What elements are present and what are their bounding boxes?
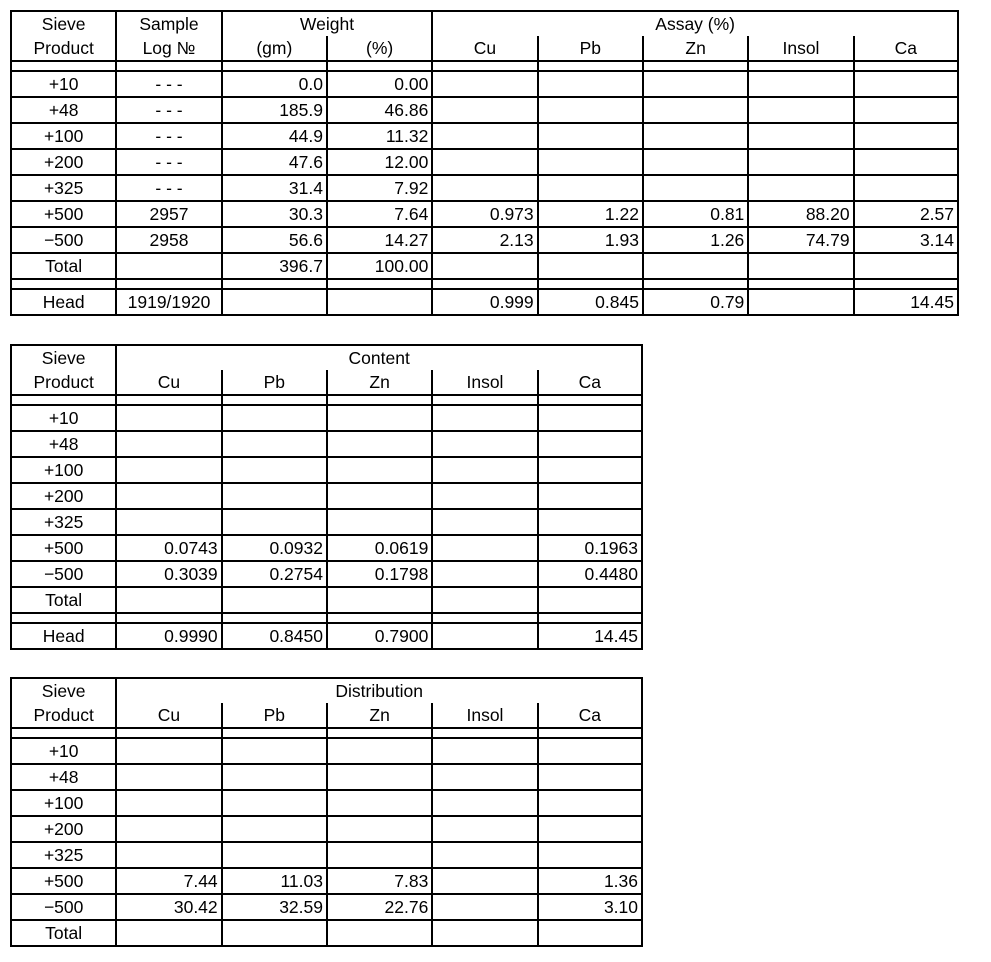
table-row — [11, 561, 642, 587]
cell-pb — [538, 175, 643, 201]
cell-insol — [432, 816, 537, 842]
cell-pb — [222, 790, 327, 816]
col-header-product: Product — [11, 36, 116, 61]
cell-ca: 1.36 — [538, 868, 642, 894]
cell-cu: 0.0743 — [116, 535, 221, 561]
cell-pb — [222, 457, 327, 483]
col-header-cu: Cu — [116, 703, 221, 728]
distribution-table — [10, 677, 643, 947]
cell-sieve: −500 — [11, 894, 116, 920]
col-header-insol: Insol — [748, 36, 853, 61]
table-row — [11, 842, 642, 868]
table-row — [11, 253, 958, 279]
cell-zn — [327, 764, 432, 790]
cell-insol: 88.20 — [748, 201, 853, 227]
cell-ca — [538, 790, 642, 816]
cell-pb: 0.2754 — [222, 561, 327, 587]
cell-gm: 47.6 — [222, 149, 327, 175]
cell-ca — [854, 149, 958, 175]
cell-pb: 11.03 — [222, 868, 327, 894]
cell-sieve: +48 — [11, 431, 116, 457]
cell-zn: 7.83 — [327, 868, 432, 894]
cell-pb — [222, 764, 327, 790]
table-row — [11, 764, 642, 790]
cell-zn — [643, 253, 748, 279]
cell-pct — [327, 289, 432, 315]
cell-gm: 396.7 — [222, 253, 327, 279]
cell-zn — [643, 149, 748, 175]
cell-cu — [432, 175, 537, 201]
cell-insol — [432, 431, 537, 457]
cell-gm — [222, 289, 327, 315]
cell-ca: 3.14 — [854, 227, 958, 253]
col-header-assay: Assay (%) — [432, 11, 958, 36]
cell-pb — [538, 97, 643, 123]
cell-pct: 7.92 — [327, 175, 432, 201]
cell-insol — [748, 175, 853, 201]
col-header-sieve: Sieve — [11, 345, 116, 370]
cell-log: - - - — [116, 71, 221, 97]
cell-cu — [432, 123, 537, 149]
cell-zn: 0.1798 — [327, 561, 432, 587]
table-row — [11, 816, 642, 842]
head-row — [11, 289, 958, 315]
cell-ca — [538, 457, 642, 483]
content-table — [10, 344, 643, 650]
cell-insol — [432, 894, 537, 920]
cell-zn — [643, 71, 748, 97]
cell-sieve: +100 — [11, 457, 116, 483]
cell-pb — [538, 123, 643, 149]
cell-sieve: +48 — [11, 764, 116, 790]
cell-pct: 100.00 — [327, 253, 432, 279]
cell-pb — [222, 587, 327, 613]
cell-insol — [432, 764, 537, 790]
cell-ca — [854, 123, 958, 149]
table-row — [11, 738, 642, 764]
cell-zn — [327, 509, 432, 535]
cell-pb: 0.8450 — [222, 623, 327, 649]
cell-ca — [538, 920, 642, 946]
cell-ca — [538, 587, 642, 613]
cell-cu — [432, 253, 537, 279]
cell-zn: 1.26 — [643, 227, 748, 253]
cell-cu: 2.13 — [432, 227, 537, 253]
cell-gm: 31.4 — [222, 175, 327, 201]
cell-sieve: +100 — [11, 790, 116, 816]
table-row — [11, 483, 642, 509]
table-row — [11, 201, 958, 227]
cell-log: - - - — [116, 175, 221, 201]
col-header-pb: Pb — [538, 36, 643, 61]
cell-sieve: +10 — [11, 405, 116, 431]
cell-insol — [432, 509, 537, 535]
cell-gm: 44.9 — [222, 123, 327, 149]
cell-pb: 0.0932 — [222, 535, 327, 561]
table-row — [11, 71, 958, 97]
cell-insol — [748, 149, 853, 175]
col-header-ca: Ca — [854, 36, 958, 61]
cell-gm: 0.0 — [222, 71, 327, 97]
cell-pct: 11.32 — [327, 123, 432, 149]
head-row — [11, 623, 642, 649]
cell-cu: 7.44 — [116, 868, 221, 894]
cell-zn — [327, 738, 432, 764]
cell-pb — [538, 253, 643, 279]
cell-ca: 14.45 — [854, 289, 958, 315]
cell-insol — [432, 405, 537, 431]
cell-ca: 2.57 — [854, 201, 958, 227]
cell-insol — [432, 920, 537, 946]
cell-pb — [538, 71, 643, 97]
cell-insol — [748, 123, 853, 149]
cell-pb — [222, 816, 327, 842]
cell-sieve: +325 — [11, 175, 116, 201]
col-header-gm: (gm) — [222, 36, 327, 61]
cell-insol — [432, 535, 537, 561]
cell-pct: 14.27 — [327, 227, 432, 253]
cell-zn: 0.7900 — [327, 623, 432, 649]
cell-log: 2958 — [116, 227, 221, 253]
cell-ca — [538, 509, 642, 535]
cell-sieve: −500 — [11, 227, 116, 253]
table-row — [11, 509, 642, 535]
cell-cu — [116, 920, 221, 946]
col-header-cu: Cu — [116, 370, 221, 395]
col-header-cu: Cu — [432, 36, 537, 61]
cell-pct: 12.00 — [327, 149, 432, 175]
cell-sieve: −500 — [11, 561, 116, 587]
cell-gm: 30.3 — [222, 201, 327, 227]
cell-ca: 0.4480 — [538, 561, 642, 587]
cell-sieve: +200 — [11, 483, 116, 509]
col-header-zn: Zn — [327, 703, 432, 728]
cell-sieve: Head — [11, 289, 116, 315]
cell-zn — [643, 97, 748, 123]
col-header-ca: Ca — [538, 370, 642, 395]
table-row — [11, 790, 642, 816]
cell-pb — [222, 509, 327, 535]
cell-insol — [432, 623, 537, 649]
cell-ca — [538, 842, 642, 868]
cell-insol — [432, 483, 537, 509]
cell-sieve: +48 — [11, 97, 116, 123]
cell-sieve: Total — [11, 587, 116, 613]
col-header-log: Log № — [116, 36, 221, 61]
cell-cu: 0.3039 — [116, 561, 221, 587]
cell-cu — [432, 149, 537, 175]
cell-insol: 74.79 — [748, 227, 853, 253]
cell-zn — [327, 920, 432, 946]
cell-zn — [327, 842, 432, 868]
cell-log: 1919/1920 — [116, 289, 221, 315]
cell-pb: 1.93 — [538, 227, 643, 253]
cell-insol — [432, 790, 537, 816]
col-header-zn: Zn — [643, 36, 748, 61]
cell-sieve: +500 — [11, 201, 116, 227]
cell-zn: 0.79 — [643, 289, 748, 315]
cell-log: - - - — [116, 149, 221, 175]
cell-sieve: +500 — [11, 868, 116, 894]
col-header-insol: Insol — [432, 370, 537, 395]
cell-cu — [116, 816, 221, 842]
col-header-weight: Weight — [222, 11, 433, 36]
table-row — [11, 535, 642, 561]
cell-zn — [327, 790, 432, 816]
cell-cu — [116, 431, 221, 457]
cell-pct: 7.64 — [327, 201, 432, 227]
col-header-product: Product — [11, 703, 116, 728]
cell-pb — [222, 920, 327, 946]
cell-cu — [116, 483, 221, 509]
cell-pb: 1.22 — [538, 201, 643, 227]
table-row — [11, 431, 642, 457]
cell-insol — [432, 457, 537, 483]
cell-log: - - - — [116, 97, 221, 123]
cell-zn: 0.0619 — [327, 535, 432, 561]
cell-sieve: Total — [11, 253, 116, 279]
col-header-pb: Pb — [222, 703, 327, 728]
table-row — [11, 227, 958, 253]
cell-insol — [432, 868, 537, 894]
cell-zn — [327, 483, 432, 509]
cell-sieve: +500 — [11, 535, 116, 561]
cell-ca — [854, 253, 958, 279]
cell-sieve: +200 — [11, 149, 116, 175]
table-row — [11, 868, 642, 894]
cell-cu — [116, 509, 221, 535]
cell-sieve: +200 — [11, 816, 116, 842]
cell-ca: 3.10 — [538, 894, 642, 920]
cell-zn — [327, 457, 432, 483]
cell-sieve: +100 — [11, 123, 116, 149]
cell-pct: 46.86 — [327, 97, 432, 123]
col-header-distribution: Distribution — [116, 678, 642, 703]
cell-insol — [748, 71, 853, 97]
col-header-sieve: Sieve — [11, 11, 116, 36]
cell-sieve: +10 — [11, 738, 116, 764]
cell-insol — [748, 289, 853, 315]
cell-cu: 0.999 — [432, 289, 537, 315]
table-row — [11, 149, 958, 175]
cell-zn — [643, 175, 748, 201]
cell-cu — [116, 405, 221, 431]
cell-cu — [116, 842, 221, 868]
col-header-sieve: Sieve — [11, 678, 116, 703]
cell-pb — [538, 149, 643, 175]
table-row — [11, 97, 958, 123]
col-header-ca: Ca — [538, 703, 642, 728]
table-row — [11, 457, 642, 483]
cell-ca: 14.45 — [538, 623, 642, 649]
col-header-content: Content — [116, 345, 642, 370]
cell-pb — [222, 431, 327, 457]
cell-insol — [432, 842, 537, 868]
cell-zn — [327, 405, 432, 431]
cell-pb — [222, 405, 327, 431]
cell-ca — [854, 97, 958, 123]
cell-sieve: +325 — [11, 509, 116, 535]
cell-cu — [116, 790, 221, 816]
table-row — [11, 405, 642, 431]
col-header-pb: Pb — [222, 370, 327, 395]
cell-cu — [116, 764, 221, 790]
cell-log — [116, 253, 221, 279]
cell-ca — [538, 405, 642, 431]
table-row — [11, 894, 642, 920]
cell-ca — [538, 483, 642, 509]
cell-zn — [643, 123, 748, 149]
cell-ca: 0.1963 — [538, 535, 642, 561]
cell-cu — [116, 587, 221, 613]
cell-pb — [222, 842, 327, 868]
cell-ca — [538, 764, 642, 790]
cell-zn — [327, 816, 432, 842]
cell-insol — [748, 253, 853, 279]
cell-ca — [538, 816, 642, 842]
cell-cu: 0.973 — [432, 201, 537, 227]
cell-gm: 185.9 — [222, 97, 327, 123]
cell-insol — [432, 738, 537, 764]
cell-log: - - - — [116, 123, 221, 149]
cell-sieve: Head — [11, 623, 116, 649]
cell-sieve: +325 — [11, 842, 116, 868]
cell-cu: 30.42 — [116, 894, 221, 920]
col-header-insol: Insol — [432, 703, 537, 728]
cell-zn: 22.76 — [327, 894, 432, 920]
col-header-zn: Zn — [327, 370, 432, 395]
table-row — [11, 123, 958, 149]
col-header-sample: Sample — [116, 11, 221, 36]
cell-cu — [116, 457, 221, 483]
cell-insol — [432, 561, 537, 587]
cell-insol — [748, 97, 853, 123]
cell-cu — [116, 738, 221, 764]
cell-gm: 56.6 — [222, 227, 327, 253]
cell-cu: 0.9990 — [116, 623, 221, 649]
cell-pb — [222, 738, 327, 764]
table-row — [11, 587, 642, 613]
cell-sieve: +10 — [11, 71, 116, 97]
cell-ca — [538, 738, 642, 764]
cell-pb — [222, 483, 327, 509]
col-header-pct: (%) — [327, 36, 432, 61]
cell-zn — [327, 431, 432, 457]
cell-zn — [327, 587, 432, 613]
cell-pb: 0.845 — [538, 289, 643, 315]
table-row — [11, 175, 958, 201]
table-row — [11, 920, 642, 946]
cell-ca — [538, 431, 642, 457]
cell-cu — [432, 71, 537, 97]
assay-table — [10, 10, 959, 316]
cell-pb: 32.59 — [222, 894, 327, 920]
cell-ca — [854, 71, 958, 97]
col-header-product: Product — [11, 370, 116, 395]
cell-zn: 0.81 — [643, 201, 748, 227]
cell-ca — [854, 175, 958, 201]
cell-sieve: Total — [11, 920, 116, 946]
cell-cu — [432, 97, 537, 123]
cell-pct: 0.00 — [327, 71, 432, 97]
cell-log: 2957 — [116, 201, 221, 227]
cell-insol — [432, 587, 537, 613]
